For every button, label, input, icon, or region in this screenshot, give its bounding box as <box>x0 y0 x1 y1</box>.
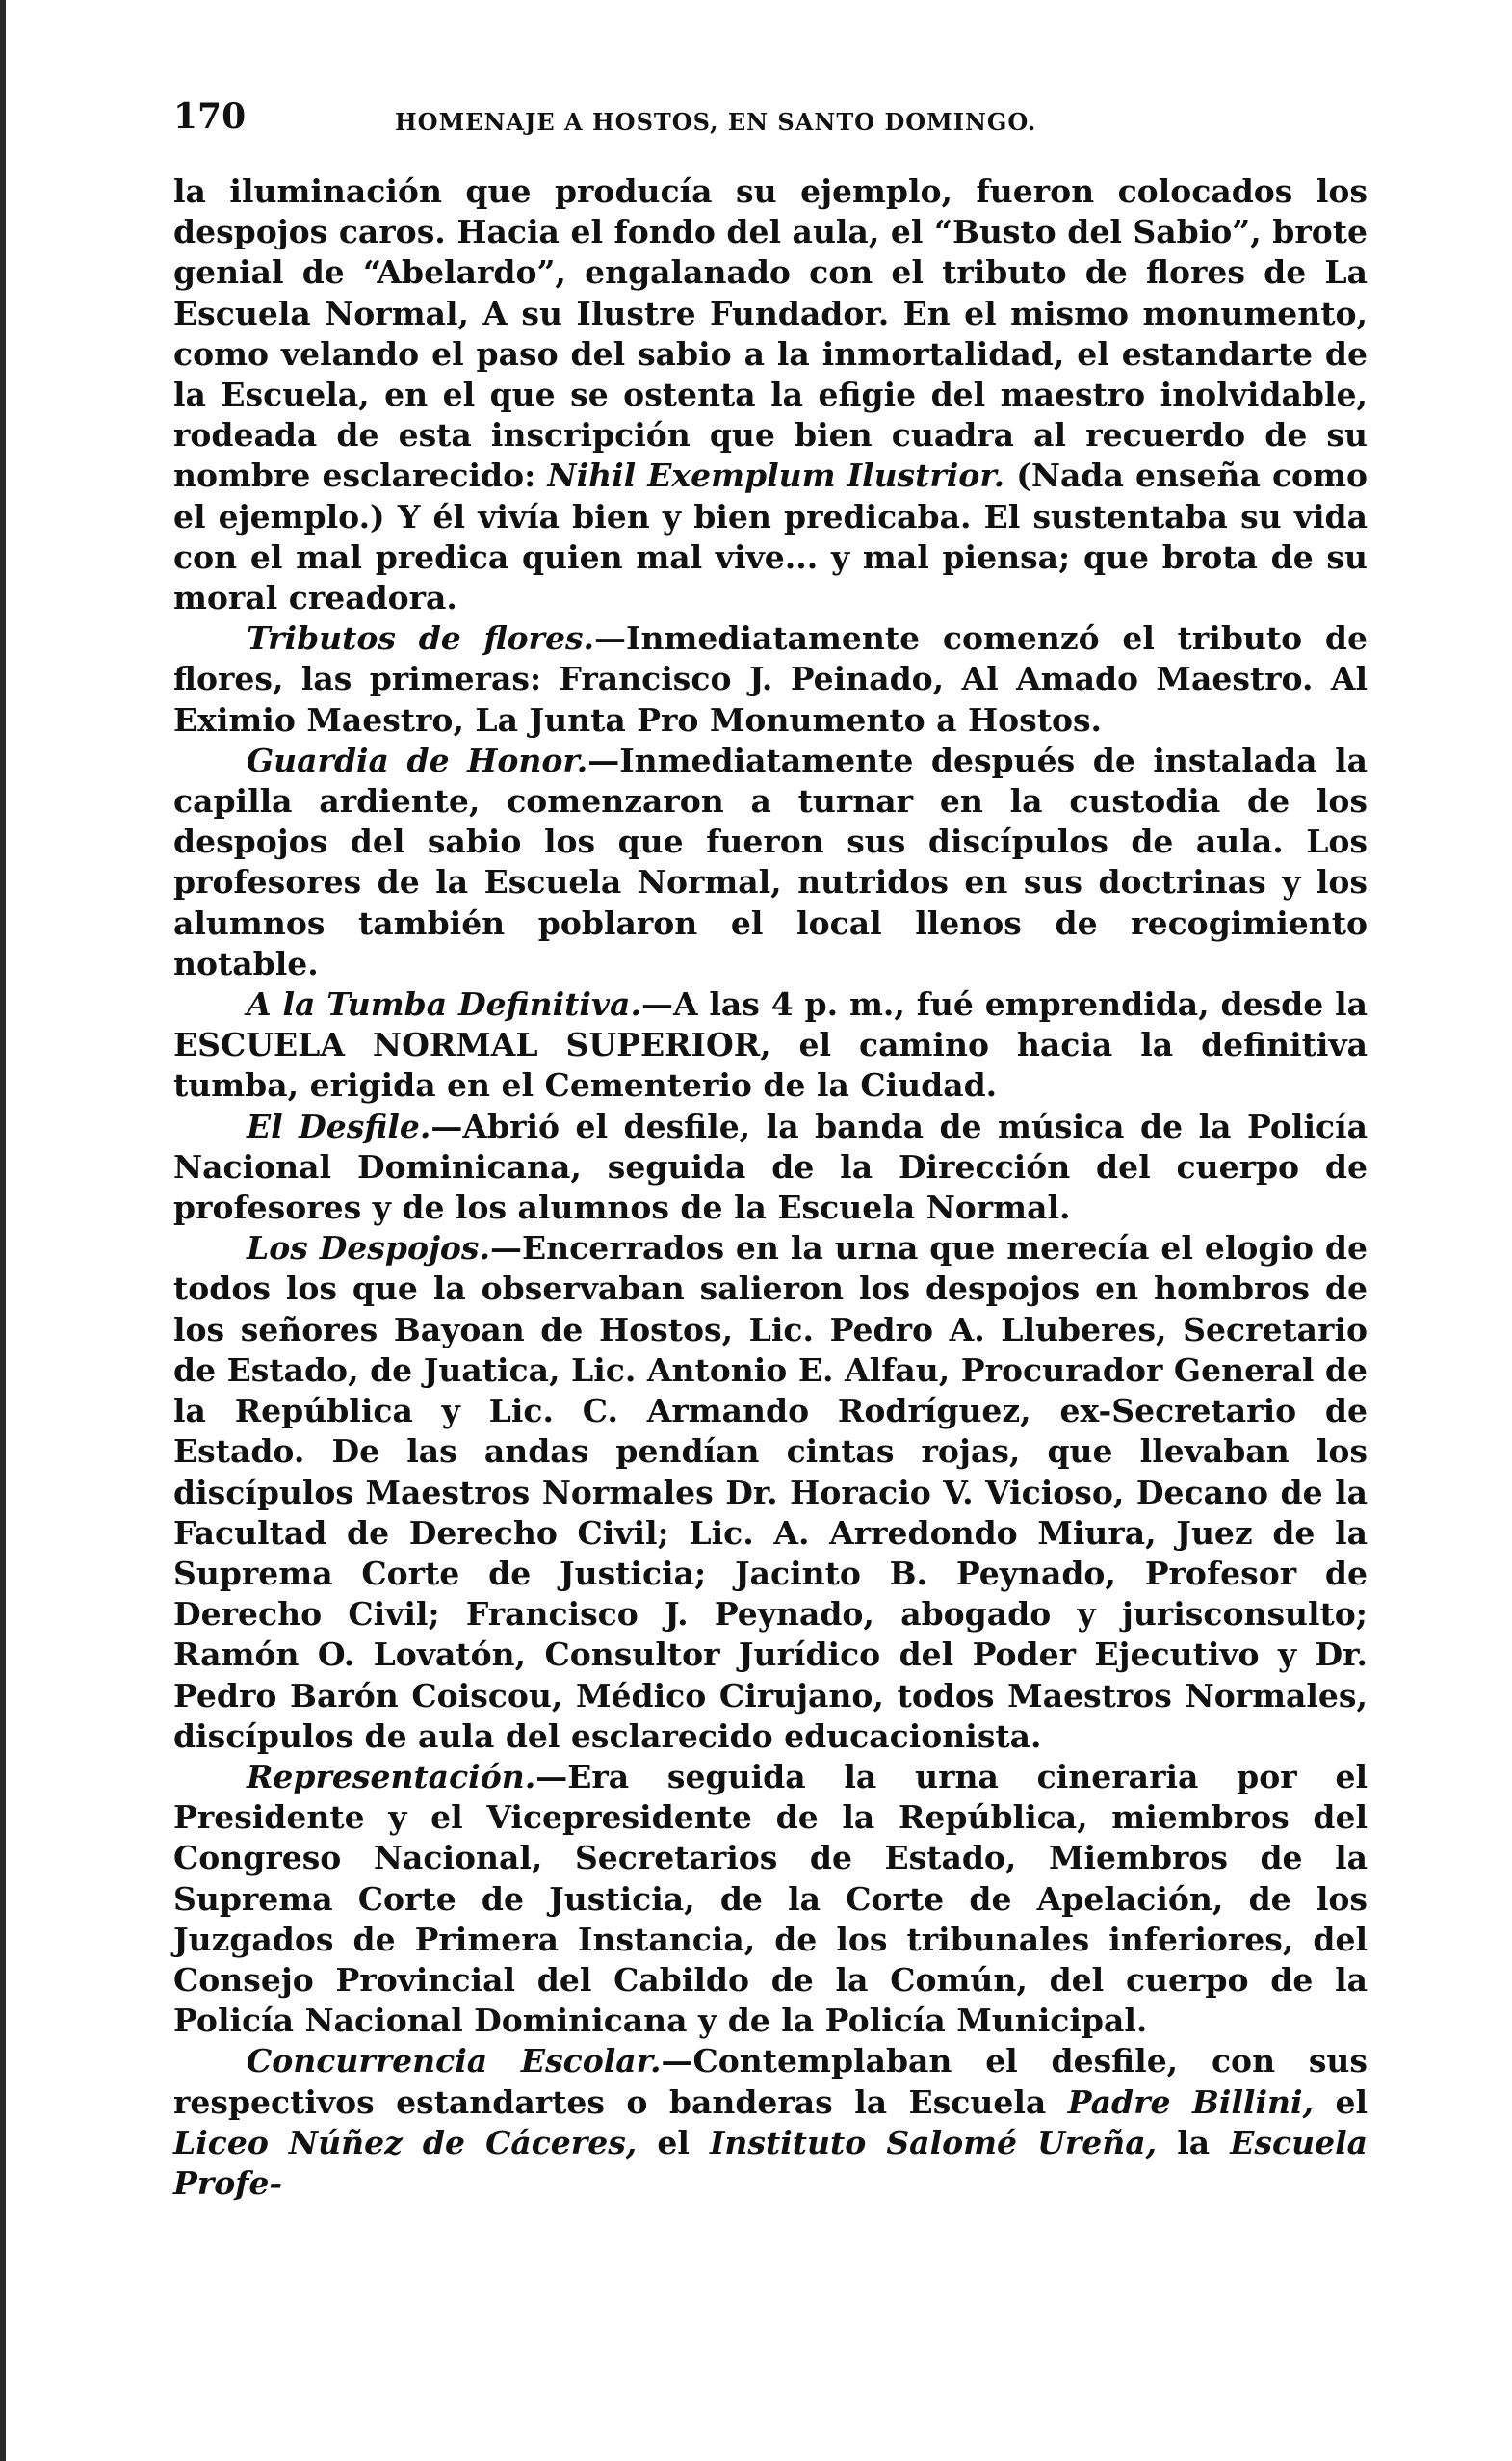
section-text: la <box>1157 2123 1231 2161</box>
section-text: —Inmediatamente después de instalada la capilla ardiente, comenzaron a turnar en la custodia de los despojos del sabio los que fueron sus discípulos de aula. Los profesores de la Escuela Normal, nutridos en sus doctrinas y los alumnos también poblaron el local llenos de recogimiento notable. <box>173 741 1368 982</box>
section-text: —Contemplaban el desfile, con sus respectivos estandartes o banderas la Escuela <box>173 2042 1369 2121</box>
section-heading: A la Tumba Definitiva. <box>247 985 641 1024</box>
section-heading: Concurrencia Escolar. <box>247 2042 662 2081</box>
section-text: el <box>637 2123 710 2161</box>
section-tumba <box>173 984 1368 1107</box>
section-heading: Los Despojos. <box>247 1229 490 1268</box>
section-heading: Guardia de Honor. <box>247 741 588 779</box>
school-name: Liceo Núñez de Cáceres, <box>173 2123 638 2161</box>
section-text: —Encerrados en la urna que merecía el elogio de todos los que la observaban salieron los despojos en hombros de los señores Bayoan de Hostos, Lic. Pedro A. Lluberes, Secretario de Estado, de Juatica, Lic. Antonio E. Alfau, Procurador General de la República y Lic. C. Armando Rodríguez, ex-Secretario de Estado. De las andas pendían cintas rojas, que llevaban los discípulos Maestros Normales Dr. Horacio V. Vicioso, Decano de la Facultad de Derecho Civil; Lic. A. Arredondo Miura, Juez de la Suprema Corte de Justicia; Jacinto B. Peynado, Profesor de Derecho Civil; Francisco J. Peynado, abogado y jurisconsulto; Ramón O. Lovatón, Consultor Jurídico del Poder Ejecutivo y Dr. Pedro Barón Coiscou, Médico Cirujano, todos Maestros Normales, discípulos de aula del esclarecido educacionista. <box>173 1229 1368 1755</box>
school-name: Padre Billini, <box>1067 2082 1315 2121</box>
section-representacion <box>173 1757 1368 2041</box>
latin-inscription: Nihil Exemplum Ilustrior. <box>547 457 1005 495</box>
intro-text-2: (Nada enseña como el ejemplo.) Y él vivía bien y bien predicaba. El sustentaba su vida con el mal predica quien mal vive... y mal piensa; que brota de su moral creadora. <box>173 457 1368 617</box>
section-tributos <box>173 618 1368 741</box>
section-concurrencia <box>173 2041 1368 2204</box>
section-heading: El Desfile. <box>247 1107 431 1145</box>
section-desfile <box>173 1107 1368 1229</box>
page-body <box>173 171 1368 2204</box>
page-number: 170 <box>173 96 247 137</box>
section-text: —Inmediatamente comenzó el tributo de flores, las primeras: Francisco J. Peinado, Al Amado Maestro. Al Eximio Maestro, La Junta Pro Monumento a Hostos. <box>173 619 1368 739</box>
intro-paragraph <box>173 171 1368 618</box>
section-guardia <box>173 741 1368 984</box>
section-heading: Representación. <box>247 1757 536 1795</box>
intro-text-1: la iluminación que producía su ejemplo, fueron colocados los despojos caros. Hacia el fondo del aula, el “Busto del Sabio”, brote genial de “Abelardo”, engalanado con el tributo de flores de La Escuela Normal, A su Ilustre Fundador. En el mismo monumento, como velando el paso del sabio a la inmortalidad, el estandarte de la Escuela, en el que se ostenta la efigie del maestro inolvidable, rodeada de esta inscripción que bien cuadra al recuerdo de su nombre esclarecido: <box>173 172 1368 495</box>
section-heading: Tributos de flores. <box>247 619 595 658</box>
page-edge-rule <box>0 0 6 2461</box>
school-name: Escuela Profe- <box>173 2123 1368 2202</box>
school-name: Instituto Salomé Ureña, <box>709 2123 1158 2161</box>
section-text: el <box>1314 2082 1368 2121</box>
running-title: HOMENAJE A HOSTOS, EN SANTO DOMINGO. <box>395 108 1037 136</box>
section-text: —Abrió el desfile, la banda de música de la Policía Nacional Dominicana, seguida de la Dirección del cuerpo de profesores y de los alumnos de la Escuela Normal. <box>173 1107 1368 1227</box>
section-text: —A las 4 p. m., fué emprendida, desde la ESCUELA NORMAL SUPERIOR, el camino hacia la definitiva tumba, erigida en el Cementerio de la Ciudad. <box>173 985 1369 1105</box>
page-header <box>173 96 1368 154</box>
section-text: —Era seguida la urna cineraria por el Presidente y el Vicepresidente de la República, miembros del Congreso Nacional, Secretarios de Estado, Miembros de la Suprema Corte de Justicia, de la Corte de Apelación, de los Juzgados de Primera Instancia, de los tribunales inferiores, del Consejo Provincial del Cabildo de la Común, del cuerpo de la Policía Nacional Dominicana y de la Policía Municipal. <box>173 1757 1368 2040</box>
section-despojos <box>173 1228 1368 1757</box>
book-page <box>173 96 1368 2204</box>
